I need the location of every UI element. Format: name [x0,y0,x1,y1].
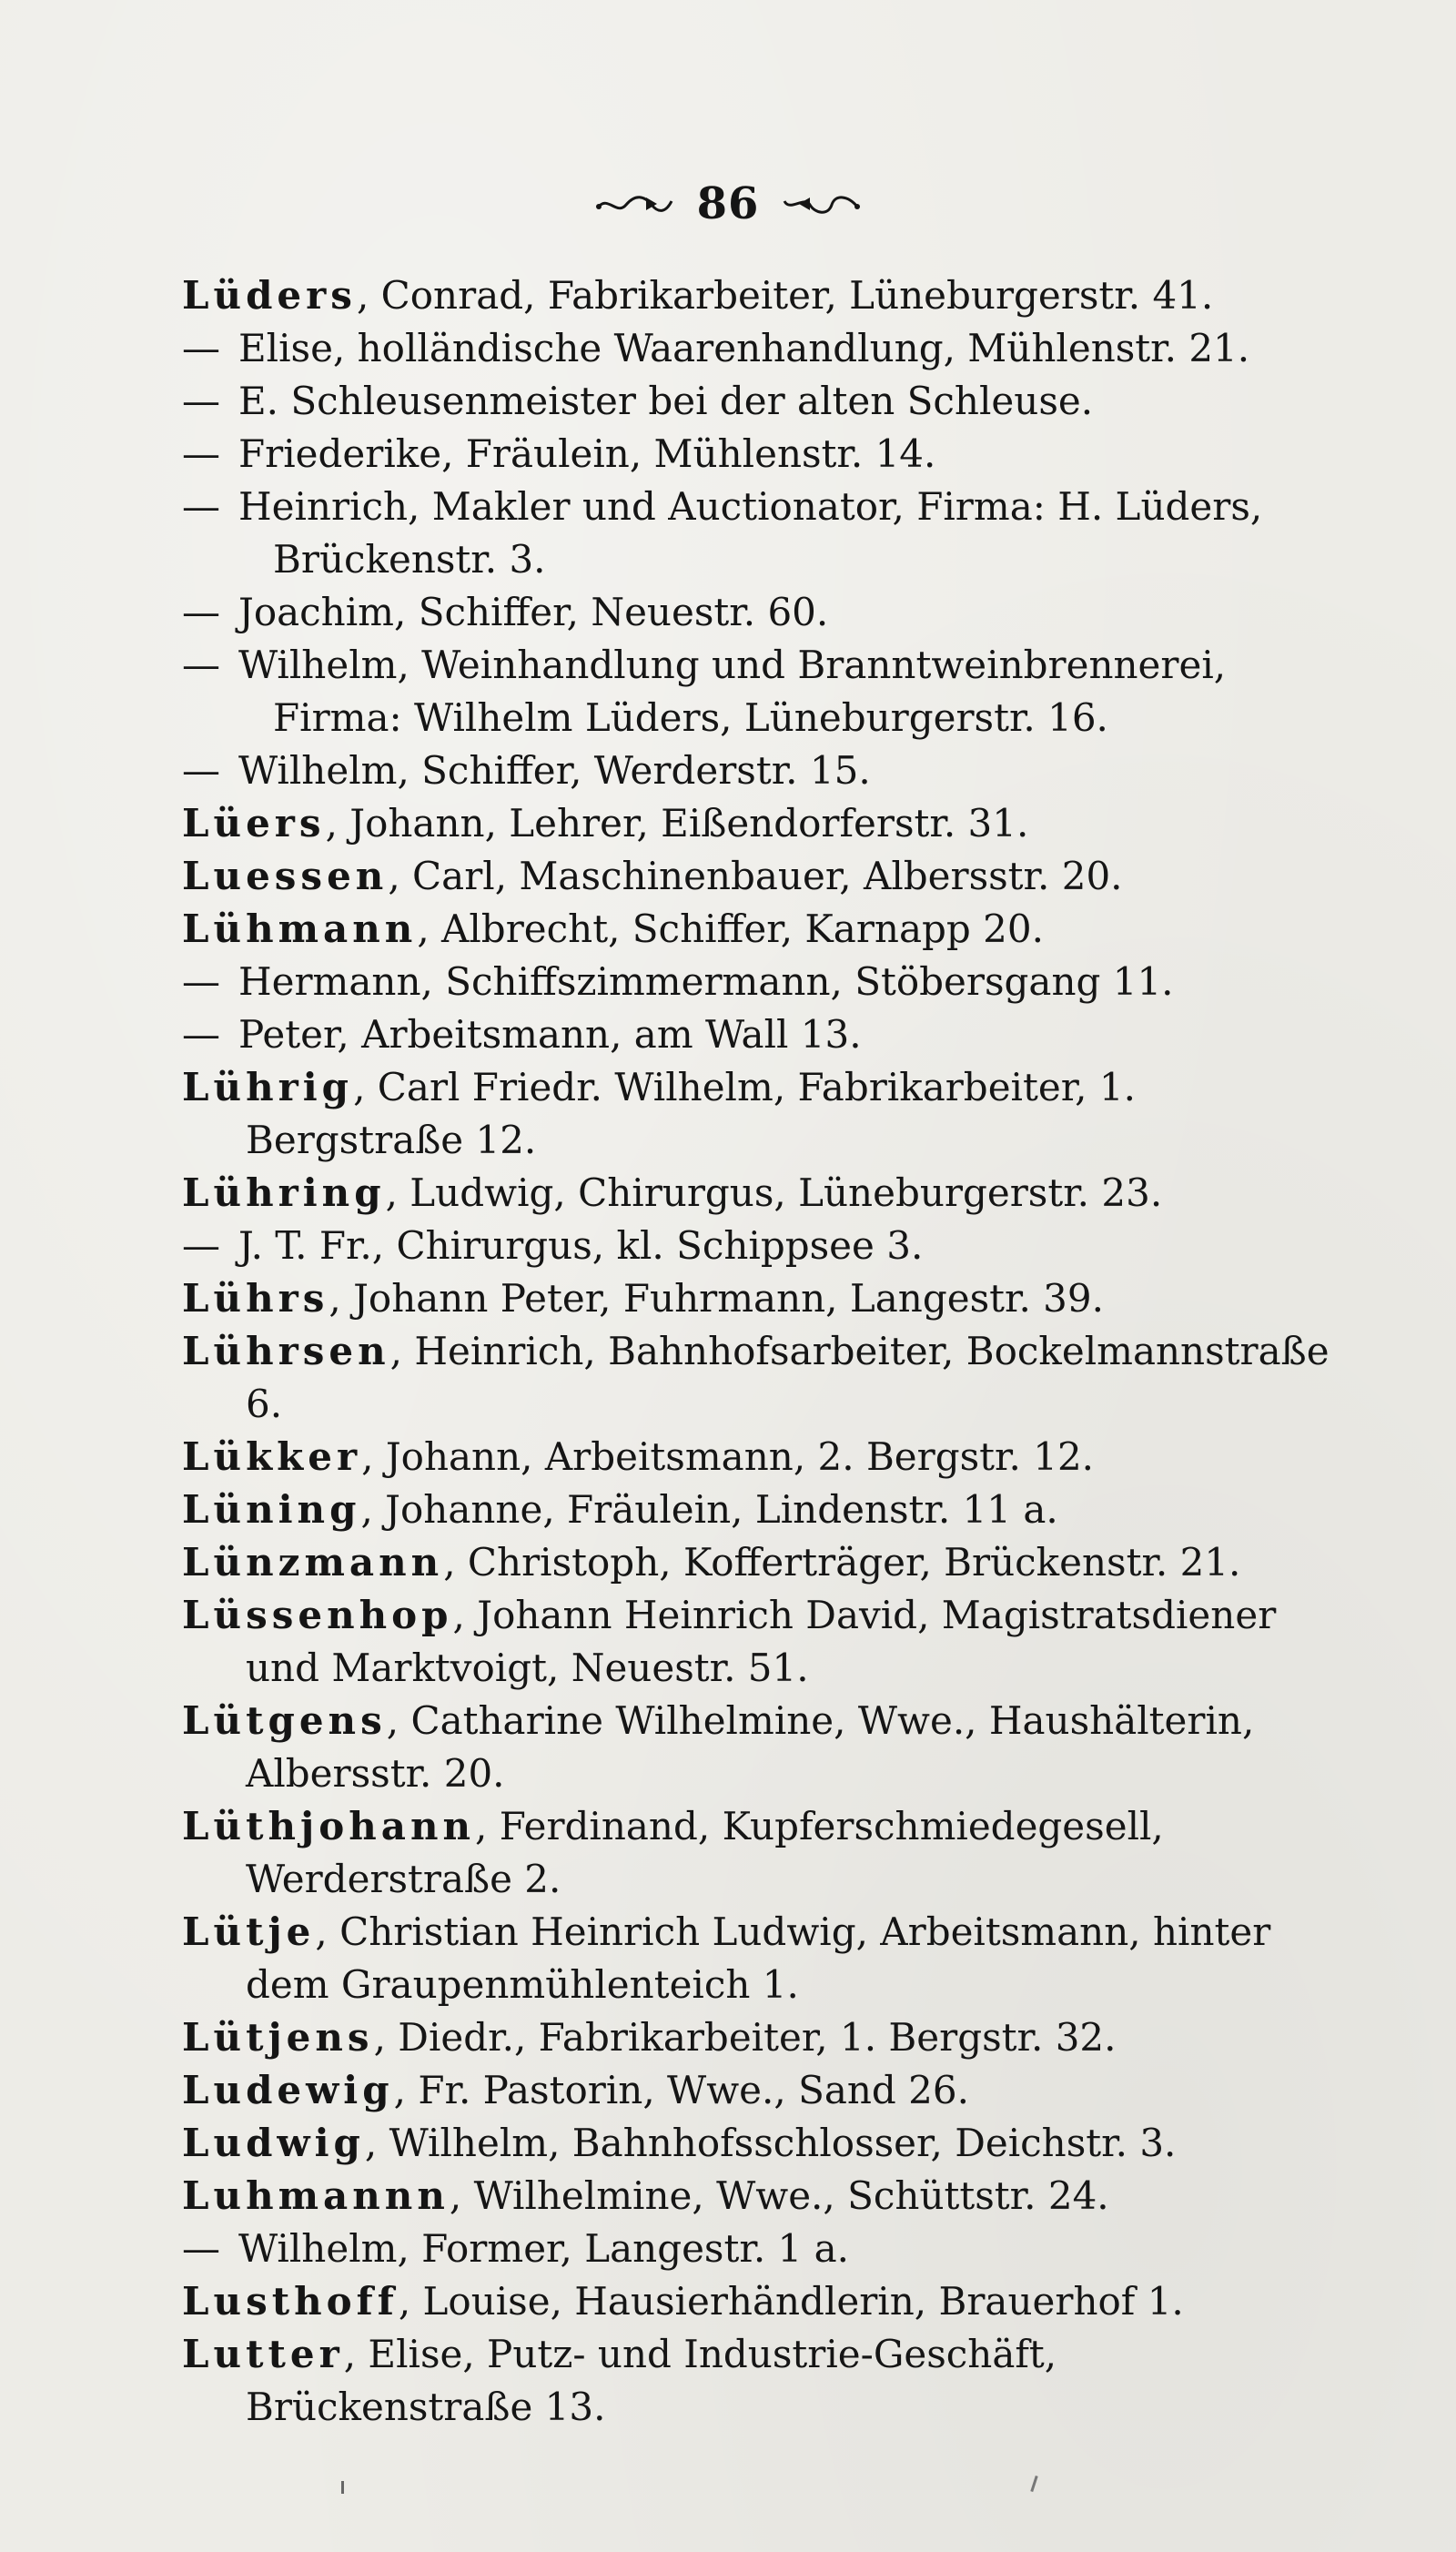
entry-details: Wilhelm, Weinhandlung und Branntweinbrennerei, Firma: Wilhelm Lüders, Lüneburgerstr. 16. [238,643,1227,740]
entry-details: , Carl Friedr. Wilhelm, Fabrikarbeiter, 1. Bergstraße 12. [246,1065,1136,1162]
directory-entry [182,1431,1338,1484]
entry-details: E. Schleusenmeister bei der alten Schleuse. [238,379,1094,423]
entry-details: , Johanne, Fräulein, Lindenstr. 11 a. [360,1487,1058,1532]
entry-surname: Lührs [182,1276,329,1321]
directory-entry [182,481,1338,586]
entry-details: , Carl, Maschinenbauer, Albersstr. 20. [388,854,1123,898]
entry-details: J. T. Fr., Chirurgus, kl. Schippsee 3. [238,1223,924,1268]
entry-surname: Lührig [182,1065,354,1109]
ditto-dash: — [182,484,220,529]
entry-surname: Lüssenhop [182,1593,453,1637]
directory-entry [182,1325,1338,1431]
ditto-dash: — [182,326,220,370]
directory-entry [182,2328,1338,2434]
entry-details: , Conrad, Fabrikarbeiter, Lüneburgerstr. 41. [356,273,1214,318]
page-header [0,178,1456,229]
left-ornament-icon [595,188,673,219]
directory-entry [182,1695,1338,1800]
ditto-dash: — [182,379,220,423]
entry-details: , Ludwig, Chirurgus, Lüneburgerstr. 23. [385,1170,1163,1215]
directory-entry [182,2223,1338,2275]
entry-details: Friederike, Fräulein, Mühlenstr. 14. [238,431,936,476]
entry-surname: Lüthjohann [182,1804,476,1848]
directory-entry [182,586,1338,639]
directory-entry [182,2117,1338,2170]
ditto-dash: — [182,643,220,687]
directory-entry [182,744,1338,797]
directory-entry [182,269,1338,322]
directory-entry [182,903,1338,956]
directory-entry [182,1008,1338,1061]
entry-details: , Johann, Lehrer, Eißendorferstr. 31. [325,801,1029,846]
directory-entry [182,2011,1338,2064]
directory-list [182,269,1338,2434]
entry-details: , Christian Heinrich Ludwig, Arbeitsmann, hinter dem Graupenmühlenteich 1. [246,1909,1271,2007]
ditto-dash: — [182,431,220,476]
entry-details: , Albrecht, Schiffer, Karnapp 20. [417,906,1044,951]
entry-surname: Ludwig [182,2121,365,2165]
directory-entry [182,1220,1338,1272]
entry-details: , Johann Peter, Fuhrmann, Langestr. 39. [329,1276,1104,1321]
directory-entry [182,1536,1338,1589]
entry-surname: Lütjens [182,2015,374,2060]
entry-details: , Wilhelm, Bahnhofsschlosser, Deichstr. 3. [364,2121,1177,2165]
entry-details: , Ferdinand, Kupferschmiedegesell, Werderstraße 2. [246,1804,1164,1901]
entry-surname: Lutter [182,2332,344,2376]
entry-surname: Lühring [182,1170,386,1215]
entry-details: , Fr. Pastorin, Wwe., Sand 26. [393,2068,969,2112]
entry-surname: Lüders [182,273,357,318]
directory-entry [182,1906,1338,2011]
ditto-dash: — [182,1223,220,1268]
entry-details: Peter, Arbeitsmann, am Wall 13. [238,1012,862,1057]
entry-details: , Louise, Hausierhändlerin, Brauerhof 1. [398,2279,1184,2324]
entry-details: Wilhelm, Schiffer, Werderstr. 15. [238,748,871,793]
entry-surname: Lühmann [182,906,418,951]
directory-entry [182,375,1338,428]
directory-entry [182,428,1338,481]
entry-surname: Lusthoff [182,2279,399,2324]
entry-details: Wilhelm, Former, Langestr. 1 a. [238,2226,849,2271]
directory-entry [182,1484,1338,1536]
directory-entry [182,322,1338,375]
entry-surname: Lünzmann [182,1540,444,1585]
entry-details: , Johann Heinrich David, Magistratsdiener und Marktvoigt, Neuestr. 51. [246,1593,1277,1690]
entry-details: Joachim, Schiffer, Neuestr. 60. [238,590,829,634]
directory-entry [182,1061,1338,1167]
entry-details: , Catharine Wilhelmine, Wwe., Haushälterin, Albersstr. 20. [246,1698,1255,1796]
entry-surname: Luhmannn [182,2173,450,2218]
directory-entry [182,850,1338,903]
entry-surname: Lütje [182,1909,316,1954]
directory-entry [182,1167,1338,1220]
directory-entry [182,956,1338,1008]
entry-surname: Lükker [182,1434,362,1479]
directory-entry [182,1272,1338,1325]
directory-entry [182,2064,1338,2117]
ditto-dash: — [182,590,220,634]
ditto-dash: — [182,1012,220,1057]
page-number: 86 [696,178,760,229]
entry-surname: Lüers [182,801,326,846]
entry-surname: Lührsen [182,1329,390,1373]
directory-entry [182,1589,1338,1695]
right-ornament-icon [783,188,861,219]
entry-surname: Lütgens [182,1698,387,1743]
entry-details: , Christoph, Kofferträger, Brückenstr. 21. [443,1540,1241,1585]
directory-entry [182,797,1338,850]
directory-entry [182,2170,1338,2223]
entry-details: , Heinrich, Bahnhofsarbeiter, Bockelmannstraße 6. [246,1329,1330,1426]
entry-surname: Ludewig [182,2068,394,2112]
entry-surname: Luessen [182,854,389,898]
entry-details: , Wilhelmine, Wwe., Schüttstr. 24. [449,2173,1109,2218]
entry-details: Elise, holländische Waarenhandlung, Mühlenstr. 21. [238,326,1250,370]
directory-entry [182,639,1338,744]
entry-details: Hermann, Schiffszimmermann, Stöbersgang 11. [238,959,1174,1004]
directory-entry [182,2275,1338,2328]
print-speck [341,2481,344,2494]
directory-entry [182,1800,1338,1906]
entry-details: , Elise, Putz- und Industrie-Geschäft, Brückenstraße 13. [246,2332,1057,2429]
entry-details: , Johann, Arbeitsmann, 2. Bergstr. 12. [361,1434,1095,1479]
print-speck [1030,2476,1037,2492]
ditto-dash: — [182,959,220,1004]
entry-details: , Diedr., Fabrikarbeiter, 1. Bergstr. 32. [373,2015,1117,2060]
entry-details: Heinrich, Makler und Auctionator, Firma: H. Lüders, Brückenstr. 3. [238,484,1263,582]
ditto-dash: — [182,748,220,793]
ditto-dash: — [182,2226,220,2271]
entry-surname: Lüning [182,1487,361,1532]
